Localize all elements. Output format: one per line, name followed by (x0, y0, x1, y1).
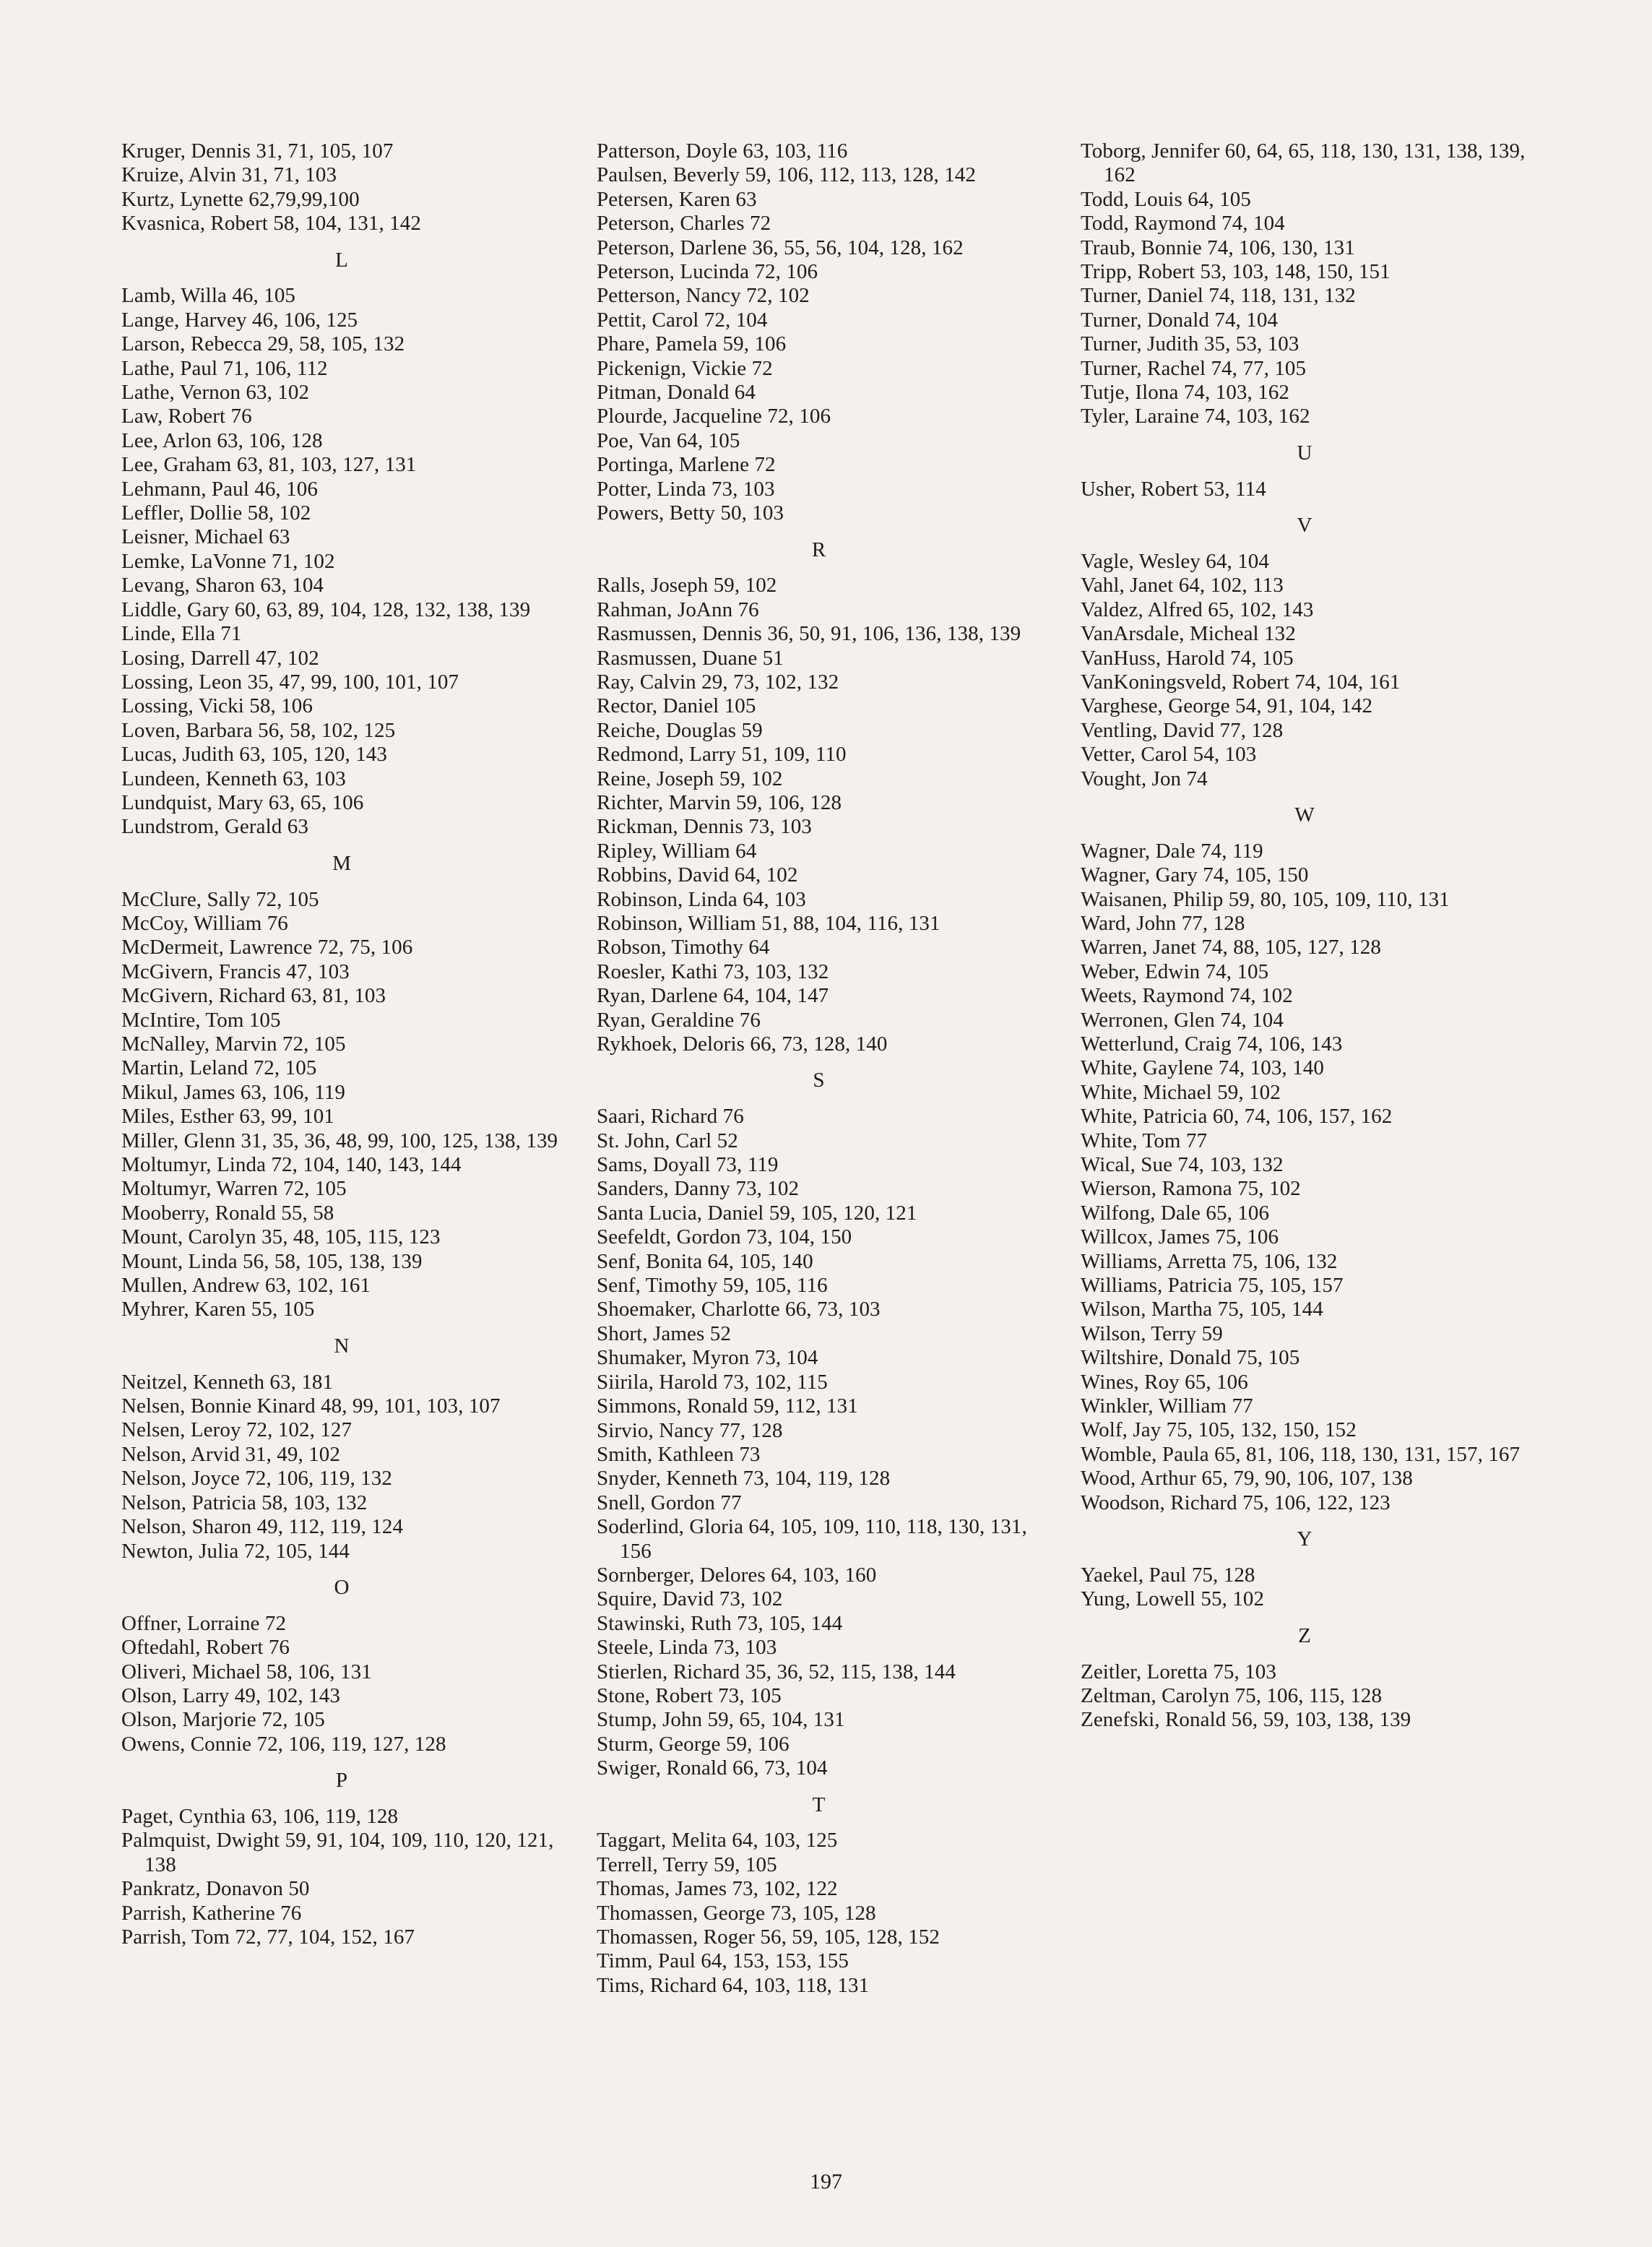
index-entry: Richter, Marvin 59, 106, 128 (597, 790, 842, 814)
index-entry: Nelsen, Leroy 72, 102, 127 (121, 1418, 353, 1442)
index-entry: Lehmann, Paul 46, 106 (121, 477, 318, 501)
index-entry: Sams, Doyall 73, 119 (597, 1153, 779, 1177)
index-entry: Levang, Sharon 63, 104 (121, 574, 324, 598)
index-entry: Lange, Harvey 46, 106, 125 (121, 308, 358, 332)
index-entry: Wilson, Terry 59 (1081, 1321, 1223, 1345)
index-entry: McGivern, Francis 47, 103 (121, 959, 350, 983)
index-entry: Mount, Carolyn 35, 48, 105, 115, 123 (121, 1225, 441, 1249)
index-entry: Vought, Jon 74 (1081, 767, 1208, 790)
index-entry: Senf, Timothy 59, 105, 116 (597, 1274, 828, 1298)
index-entry: Woodson, Richard 75, 106, 122, 123 (1081, 1491, 1391, 1514)
index-entry: Wood, Arthur 65, 79, 90, 106, 107, 138 (1081, 1467, 1413, 1491)
index-entry: Wagner, Dale 74, 119 (1081, 839, 1263, 863)
index-entry: Rykhoek, Deloris 66, 73, 128, 140 (597, 1032, 888, 1056)
index-entry: McIntire, Tom 105 (121, 1008, 281, 1032)
index-entry: Paulsen, Beverly 59, 106, 112, 113, 128, 142 (597, 163, 977, 187)
index-entry: Parrish, Katherine 76 (121, 1901, 302, 1925)
index-entry: Oftedahl, Robert 76 (121, 1636, 290, 1660)
index-entry: Varghese, George 54, 91, 104, 142 (1081, 694, 1373, 718)
index-entry: Nelsen, Bonnie Kinard 48, 99, 101, 103, 107 (121, 1394, 501, 1418)
index-entry: Nelson, Arvid 31, 49, 102 (121, 1442, 340, 1466)
index-entry: Saari, Richard 76 (597, 1105, 744, 1129)
section-letter: L (335, 248, 348, 272)
index-entry: Ward, John 77, 128 (1081, 911, 1245, 935)
index-entry: Rahman, JoAnn 76 (597, 598, 759, 621)
index-entry: Wiltshire, Donald 75, 105 (1081, 1346, 1300, 1370)
index-entry: Thomassen, George 73, 105, 128 (597, 1901, 876, 1925)
index-entry: White, Gaylene 74, 103, 140 (1081, 1056, 1324, 1080)
index-entry: Newton, Julia 72, 105, 144 (121, 1539, 350, 1563)
index-entry: Smith, Kathleen 73 (597, 1442, 761, 1466)
index-entry: Lucas, Judith 63, 105, 120, 143 (121, 743, 387, 767)
index-entry: Zenefski, Ronald 56, 59, 103, 138, 139 (1081, 1708, 1411, 1732)
index-entry: McClure, Sally 72, 105 (121, 887, 319, 911)
index-entry: Winkler, William 77 (1081, 1394, 1253, 1418)
index-entry: Usher, Robert 53, 114 (1081, 477, 1266, 501)
index-entry: Ryan, Geraldine 76 (597, 1008, 761, 1032)
index-entry: Waisanen, Philip 59, 80, 105, 109, 110, 131 (1081, 887, 1450, 911)
section-letter: N (334, 1334, 350, 1358)
index-entry: Miller, Glenn 31, 35, 36, 48, 99, 100, 125, 138, 139 (121, 1129, 558, 1152)
index-entry: Parrish, Tom 72, 77, 104, 152, 167 (121, 1925, 415, 1949)
index-entry: Tyler, Laraine 74, 103, 162 (1081, 405, 1310, 428)
index-entry: Vetter, Carol 54, 103 (1081, 743, 1257, 767)
index-entry: Oliveri, Michael 58, 106, 131 (121, 1660, 372, 1683)
index-entry: Ventling, David 77, 128 (1081, 718, 1284, 742)
index-entry: Lundstrom, Gerald 63 (121, 815, 308, 839)
index-entry: Stawinski, Ruth 73, 105, 144 (597, 1611, 843, 1635)
index-entry: Lathe, Paul 71, 106, 112 (121, 356, 328, 380)
index-entry: Owens, Connie 72, 106, 119, 127, 128 (121, 1732, 446, 1756)
index-entry: Miles, Esther 63, 99, 101 (121, 1105, 334, 1129)
index-entry: Law, Robert 76 (121, 405, 252, 428)
index-entry: Portinga, Marlene 72 (597, 453, 776, 477)
index-entry: Sanders, Danny 73, 102 (597, 1177, 800, 1201)
index-entry: Vagle, Wesley 64, 104 (1081, 549, 1269, 573)
index-entry: Linde, Ella 71 (121, 622, 242, 646)
section-letter: T (812, 1793, 826, 1816)
index-column-2 (597, 139, 1041, 1998)
index-entry: Olson, Marjorie 72, 105 (121, 1708, 325, 1732)
index-entry: Toborg, Jennifer 60, 64, 65, 118, 130, 131, 138, 139, 162 (1081, 139, 1526, 187)
index-entry: Ray, Calvin 29, 73, 102, 132 (597, 670, 839, 694)
section-letter: M (332, 851, 351, 875)
index-entry: Snyder, Kenneth 73, 104, 119, 128 (597, 1467, 891, 1491)
index-entry: Lathe, Vernon 63, 102 (121, 381, 310, 405)
index-entry: Phare, Pamela 59, 106 (597, 332, 787, 356)
index-entry: Yung, Lowell 55, 102 (1081, 1587, 1265, 1611)
index-entry: McDermeit, Lawrence 72, 75, 106 (121, 936, 413, 959)
index-entry: Stone, Robert 73, 105 (597, 1683, 782, 1707)
section-letter: O (334, 1575, 350, 1599)
index-entry: Pitman, Donald 64 (597, 381, 756, 405)
index-entry: Wagner, Gary 74, 105, 150 (1081, 863, 1309, 887)
index-entry: Simmons, Ronald 59, 112, 131 (597, 1394, 858, 1418)
index-entry: Roesler, Kathi 73, 103, 132 (597, 959, 829, 983)
index-entry: McGivern, Richard 63, 81, 103 (121, 984, 386, 1008)
index-entry: Peterson, Darlene 36, 55, 56, 104, 128, 162 (597, 236, 964, 259)
index-entry: Todd, Raymond 74, 104 (1081, 212, 1285, 236)
index-entry: Leffler, Dollie 58, 102 (121, 501, 311, 525)
index-entry: Reiche, Douglas 59 (597, 718, 763, 742)
section-letter: U (1297, 441, 1312, 465)
index-entry: Lossing, Vicki 58, 106 (121, 694, 313, 718)
index-entry: Offner, Lorraine 72 (121, 1611, 287, 1635)
index-entry: Stump, John 59, 65, 104, 131 (597, 1708, 845, 1732)
index-entry: Lee, Arlon 63, 106, 128 (121, 428, 323, 452)
index-entry: Thomassen, Roger 56, 59, 105, 128, 152 (597, 1925, 940, 1949)
section-letter: Y (1297, 1527, 1312, 1551)
index-entry: Wetterlund, Craig 74, 106, 143 (1081, 1032, 1343, 1056)
index-entry: Peterson, Lucinda 72, 106 (597, 260, 818, 284)
index-entry: Sornberger, Delores 64, 103, 160 (597, 1563, 877, 1587)
index-column-3 (1081, 139, 1528, 1733)
index-entry: Williams, Arretta 75, 106, 132 (1081, 1249, 1338, 1273)
index-entry: VanArsdale, Micheal 132 (1081, 622, 1296, 646)
index-entry: Wolf, Jay 75, 105, 132, 150, 152 (1081, 1418, 1357, 1442)
index-entry: Patterson, Doyle 63, 103, 116 (597, 139, 848, 163)
index-entry: Wilson, Martha 75, 105, 144 (1081, 1298, 1323, 1321)
index-entry: Mikul, James 63, 106, 119 (121, 1080, 345, 1104)
index-entry: Weber, Edwin 74, 105 (1081, 959, 1269, 983)
index-entry: Robinson, William 51, 88, 104, 116, 131 (597, 911, 940, 935)
index-entry: Kruize, Alvin 31, 71, 103 (121, 163, 337, 187)
index-entry: Traub, Bonnie 74, 106, 130, 131 (1081, 236, 1355, 259)
index-entry: Ralls, Joseph 59, 102 (597, 574, 777, 598)
index-entry: Pettit, Carol 72, 104 (597, 308, 768, 332)
index-entry: Mullen, Andrew 63, 102, 161 (121, 1274, 371, 1298)
index-entry: Martin, Leland 72, 105 (121, 1056, 317, 1080)
index-entry: Stierlen, Richard 35, 36, 52, 115, 138, 144 (597, 1660, 956, 1683)
section-letter: W (1294, 803, 1315, 827)
index-entry: Petersen, Karen 63 (597, 187, 757, 211)
index-entry: Rickman, Dennis 73, 103 (597, 815, 812, 839)
index-entry: Turner, Donald 74, 104 (1081, 308, 1279, 332)
index-entry: White, Tom 77 (1081, 1129, 1208, 1152)
section-letter: R (811, 538, 826, 561)
index-entry: Nelson, Sharon 49, 112, 119, 124 (121, 1515, 404, 1539)
index-entry: Thomas, James 73, 102, 122 (597, 1877, 838, 1901)
index-entry: Rasmussen, Dennis 36, 50, 91, 106, 136, 138, 139 (597, 622, 1021, 646)
index-column-1 (121, 139, 562, 1949)
index-entry: Zeitler, Loretta 75, 103 (1081, 1660, 1277, 1683)
index-entry: Plourde, Jacqueline 72, 106 (597, 405, 831, 428)
section-letter: Z (1298, 1623, 1311, 1647)
index-entry: Loven, Barbara 56, 58, 102, 125 (121, 718, 396, 742)
index-entry: Werronen, Glen 74, 104 (1081, 1008, 1284, 1032)
index-entry: Poe, Van 64, 105 (597, 428, 740, 452)
index-entry: Short, James 52 (597, 1321, 731, 1345)
page-number: 197 (810, 2170, 842, 2194)
index-entry: McNalley, Marvin 72, 105 (121, 1032, 346, 1056)
index-entry: Wilfong, Dale 65, 106 (1081, 1201, 1270, 1225)
index-entry: VanKoningsveld, Robert 74, 104, 161 (1081, 670, 1401, 694)
index-entry: Nelson, Joyce 72, 106, 119, 132 (121, 1467, 392, 1491)
index-entry: Senf, Bonita 64, 105, 140 (597, 1249, 813, 1273)
index-entry: Nelson, Patricia 58, 103, 132 (121, 1491, 368, 1514)
index-entry: Paget, Cynthia 63, 106, 119, 128 (121, 1804, 399, 1828)
index-entry: McCoy, William 76 (121, 911, 288, 935)
section-letter: V (1297, 514, 1312, 538)
index-entry: Tutje, Ilona 74, 103, 162 (1081, 381, 1290, 405)
index-entry: Lossing, Leon 35, 47, 99, 100, 101, 107 (121, 670, 459, 694)
index-entry: Shumaker, Myron 73, 104 (597, 1346, 818, 1370)
index-entry: Wical, Sue 74, 103, 132 (1081, 1153, 1284, 1177)
index-entry: Seefeldt, Gordon 73, 104, 150 (597, 1225, 852, 1249)
index-entry: Womble, Paula 65, 81, 106, 118, 130, 131, 157, 167 (1081, 1442, 1521, 1466)
index-entry: Palmquist, Dwight 59, 91, 104, 109, 110, 120, 121, 138 (121, 1829, 554, 1876)
index-entry: Williams, Patricia 75, 105, 157 (1081, 1274, 1344, 1298)
index-entry: Powers, Betty 50, 103 (597, 501, 784, 525)
index-entry: Olson, Larry 49, 102, 143 (121, 1683, 340, 1707)
index-entry: Sturm, George 59, 106 (597, 1732, 790, 1756)
index-entry: Myhrer, Karen 55, 105 (121, 1298, 315, 1321)
index-entry: Mount, Linda 56, 58, 105, 138, 139 (121, 1249, 423, 1273)
section-letter: P (335, 1769, 348, 1793)
index-entry: Ripley, William 64 (597, 839, 757, 863)
index-entry: Taggart, Melita 64, 103, 125 (597, 1829, 838, 1853)
index-entry: Pickenign, Vickie 72 (597, 356, 773, 380)
index-entry: Mooberry, Ronald 55, 58 (121, 1201, 334, 1225)
index-entry: Sirvio, Nancy 77, 128 (597, 1418, 783, 1442)
index-entry: Lemke, LaVonne 71, 102 (121, 549, 335, 573)
index-entry: Turner, Rachel 74, 77, 105 (1081, 356, 1307, 380)
index-entry: White, Michael 59, 102 (1081, 1080, 1281, 1104)
index-entry: Weets, Raymond 74, 102 (1081, 984, 1293, 1008)
index-entry: Moltumyr, Linda 72, 104, 140, 143, 144 (121, 1153, 462, 1177)
index-entry: Shoemaker, Charlotte 66, 73, 103 (597, 1298, 881, 1321)
index-entry: Larson, Rebecca 29, 58, 105, 132 (121, 332, 405, 356)
index-entry: Snell, Gordon 77 (597, 1491, 742, 1514)
index-entry: Tims, Richard 64, 103, 118, 131 (597, 1973, 870, 1997)
index-entry: Lundeen, Kenneth 63, 103 (121, 767, 346, 790)
index-entry: Liddle, Gary 60, 63, 89, 104, 128, 132, 138, 139 (121, 598, 531, 621)
index-entry: Robinson, Linda 64, 103 (597, 887, 806, 911)
index-entry: Peterson, Charles 72 (597, 212, 771, 236)
index-entry: Pankratz, Donavon 50 (121, 1877, 310, 1901)
index-entry: Moltumyr, Warren 72, 105 (121, 1177, 347, 1201)
index-entry: Willcox, James 75, 106 (1081, 1225, 1279, 1249)
index-entry: Kvasnica, Robert 58, 104, 131, 142 (121, 212, 421, 236)
index-entry: Kruger, Dennis 31, 71, 105, 107 (121, 139, 394, 163)
index-entry: Yaekel, Paul 75, 128 (1081, 1563, 1255, 1587)
index-entry: White, Patricia 60, 74, 106, 157, 162 (1081, 1105, 1393, 1129)
index-entry: VanHuss, Harold 74, 105 (1081, 646, 1294, 670)
index-entry: Lundquist, Mary 63, 65, 106 (121, 790, 364, 814)
index-entry: Rector, Daniel 105 (597, 694, 756, 718)
index-entry: Siirila, Harold 73, 102, 115 (597, 1370, 828, 1394)
index-entry: Steele, Linda 73, 103 (597, 1636, 777, 1660)
index-entry: Redmond, Larry 51, 109, 110 (597, 743, 847, 767)
index-entry: Swiger, Ronald 66, 73, 104 (597, 1756, 828, 1780)
index-entry: Timm, Paul 64, 153, 153, 155 (597, 1949, 849, 1973)
index-entry: Rasmussen, Duane 51 (597, 646, 784, 670)
index-entry: Vahl, Janet 64, 102, 113 (1081, 574, 1284, 598)
index-entry: Lamb, Willa 46, 105 (121, 284, 296, 308)
index-entry: Robbins, David 64, 102 (597, 863, 798, 887)
index-entry: Ryan, Darlene 64, 104, 147 (597, 984, 829, 1008)
index-entry: St. John, Carl 52 (597, 1129, 738, 1152)
index-entry: Wierson, Ramona 75, 102 (1081, 1177, 1301, 1201)
index-entry: Wines, Roy 65, 106 (1081, 1370, 1248, 1394)
index-entry: Santa Lucia, Daniel 59, 105, 120, 121 (597, 1201, 917, 1225)
index-entry: Soderlind, Gloria 64, 105, 109, 110, 118, 130, 131, 156 (597, 1515, 1027, 1563)
index-entry: Tripp, Robert 53, 103, 148, 150, 151 (1081, 260, 1391, 284)
index-entry: Leisner, Michael 63 (121, 525, 290, 549)
index-entry: Petterson, Nancy 72, 102 (597, 284, 810, 308)
index-entry: Turner, Judith 35, 53, 103 (1081, 332, 1299, 356)
index-entry: Reine, Joseph 59, 102 (597, 767, 783, 790)
index-entry: Warren, Janet 74, 88, 105, 127, 128 (1081, 936, 1381, 959)
index-entry: Neitzel, Kenneth 63, 181 (121, 1370, 334, 1394)
index-entry: Potter, Linda 73, 103 (597, 477, 775, 501)
index-entry: Losing, Darrell 47, 102 (121, 646, 319, 670)
index-entry: Kurtz, Lynette 62,79,99,100 (121, 187, 360, 211)
section-letter: S (813, 1069, 825, 1092)
index-entry: Valdez, Alfred 65, 102, 143 (1081, 598, 1314, 621)
index-entry: Squire, David 73, 102 (597, 1587, 783, 1611)
index-entry: Todd, Louis 64, 105 (1081, 187, 1251, 211)
index-entry: Lee, Graham 63, 81, 103, 127, 131 (121, 453, 417, 477)
index-entry: Zeltman, Carolyn 75, 106, 115, 128 (1081, 1683, 1383, 1707)
index-entry: Robson, Timothy 64 (597, 936, 770, 959)
index-entry: Turner, Daniel 74, 118, 131, 132 (1081, 284, 1356, 308)
index-entry: Terrell, Terry 59, 105 (597, 1853, 777, 1876)
